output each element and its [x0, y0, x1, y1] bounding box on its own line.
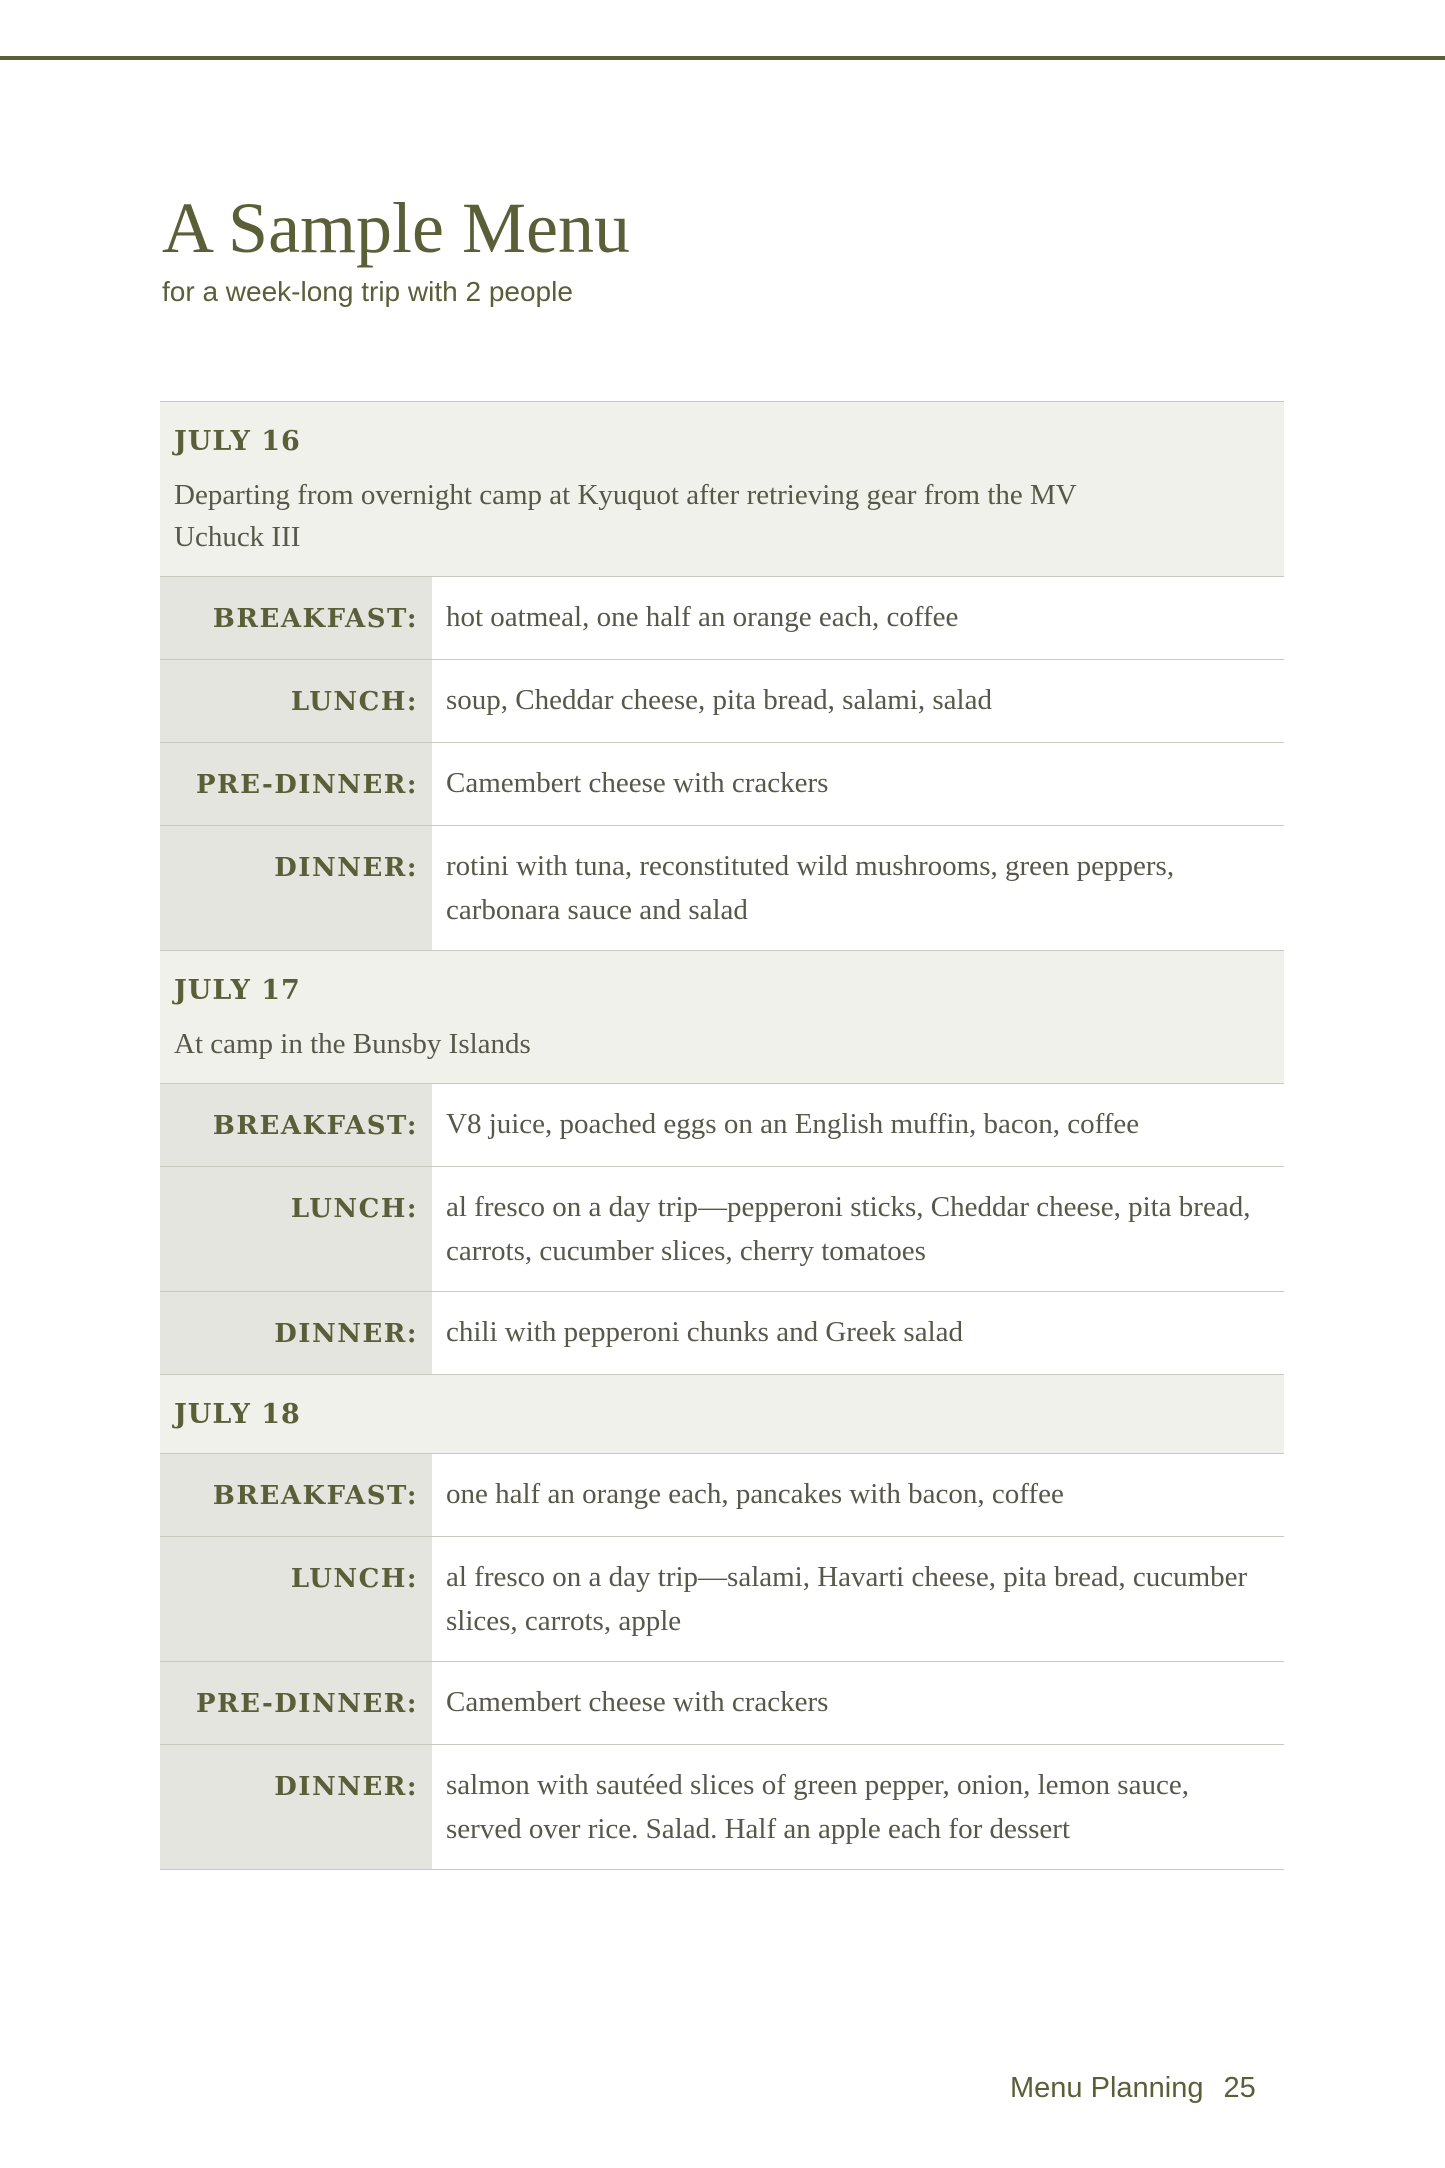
meal-text: al fresco on a day trip—salami, Havarti cheese, pita bread, cucumber slices, carrots, apple	[432, 1537, 1284, 1661]
meal-text: Camembert cheese with crackers	[432, 743, 1284, 825]
meal-text: one half an orange each, pancakes with bacon, coffee	[432, 1454, 1284, 1536]
menu-table	[160, 401, 1284, 1870]
meal-text: rotini with tuna, reconstituted wild mushrooms, green peppers, carbonara sauce and salad	[432, 826, 1284, 950]
footer-section-title: Menu Planning	[1010, 2072, 1204, 2104]
day-date: JULY 17	[174, 975, 301, 1006]
meal-row	[160, 1745, 1284, 1870]
meal-row	[160, 1662, 1284, 1745]
meal-label: PRE-DINNER:	[160, 743, 432, 825]
meal-row	[160, 1084, 1284, 1167]
day-description: Departing from overnight camp at Kyuquot after retrieving gear from the MV Uchuck III	[174, 479, 1077, 553]
page-subtitle: for a week-long trip with 2 people	[162, 276, 573, 307]
meal-text: soup, Cheddar cheese, pita bread, salami, salad	[432, 660, 1284, 742]
top-rule	[0, 56, 1445, 60]
meal-text: Camembert cheese with crackers	[432, 1662, 1284, 1744]
page-footer	[1010, 2068, 1256, 2108]
meal-text: salmon with sautéed slices of green pepper, onion, lemon sauce, served over rice. Salad. Half an apple each for dessert	[432, 1745, 1284, 1869]
day-description: At camp in the Bunsby Islands	[174, 1028, 531, 1060]
meal-text: al fresco on a day trip—pepperoni sticks, Cheddar cheese, pita bread, carrots, cucumber slices, cherry tomatoes	[432, 1167, 1284, 1291]
meal-label: BREAKFAST:	[160, 577, 432, 659]
day-date: JULY 16	[174, 426, 301, 457]
meal-label: PRE-DINNER:	[160, 1662, 432, 1744]
meal-label: LUNCH:	[160, 1167, 432, 1291]
meal-text: V8 juice, poached eggs on an English muffin, bacon, coffee	[432, 1084, 1284, 1166]
meal-label: DINNER:	[160, 1292, 432, 1374]
meal-row	[160, 1167, 1284, 1292]
day-date: JULY 18	[174, 1399, 301, 1430]
meal-text: chili with pepperoni chunks and Greek salad	[432, 1292, 1284, 1374]
meal-row	[160, 660, 1284, 743]
day-header-july-16	[160, 402, 1284, 577]
meal-row	[160, 577, 1284, 660]
meal-label: DINNER:	[160, 826, 432, 950]
page-title: A Sample Menu	[162, 188, 630, 268]
meal-row	[160, 826, 1284, 951]
day-header-july-17	[160, 951, 1284, 1084]
meal-label: BREAKFAST:	[160, 1454, 432, 1536]
page-number: 25	[1223, 2072, 1256, 2104]
meal-label: LUNCH:	[160, 660, 432, 742]
meal-row	[160, 1292, 1284, 1375]
meal-row	[160, 1537, 1284, 1662]
day-header-july-18	[160, 1375, 1284, 1454]
meal-row	[160, 1454, 1284, 1537]
meal-label: BREAKFAST:	[160, 1084, 432, 1166]
meal-row	[160, 743, 1284, 826]
meal-label: LUNCH:	[160, 1537, 432, 1661]
meal-label: DINNER:	[160, 1745, 432, 1869]
meal-text: hot oatmeal, one half an orange each, coffee	[432, 577, 1284, 659]
